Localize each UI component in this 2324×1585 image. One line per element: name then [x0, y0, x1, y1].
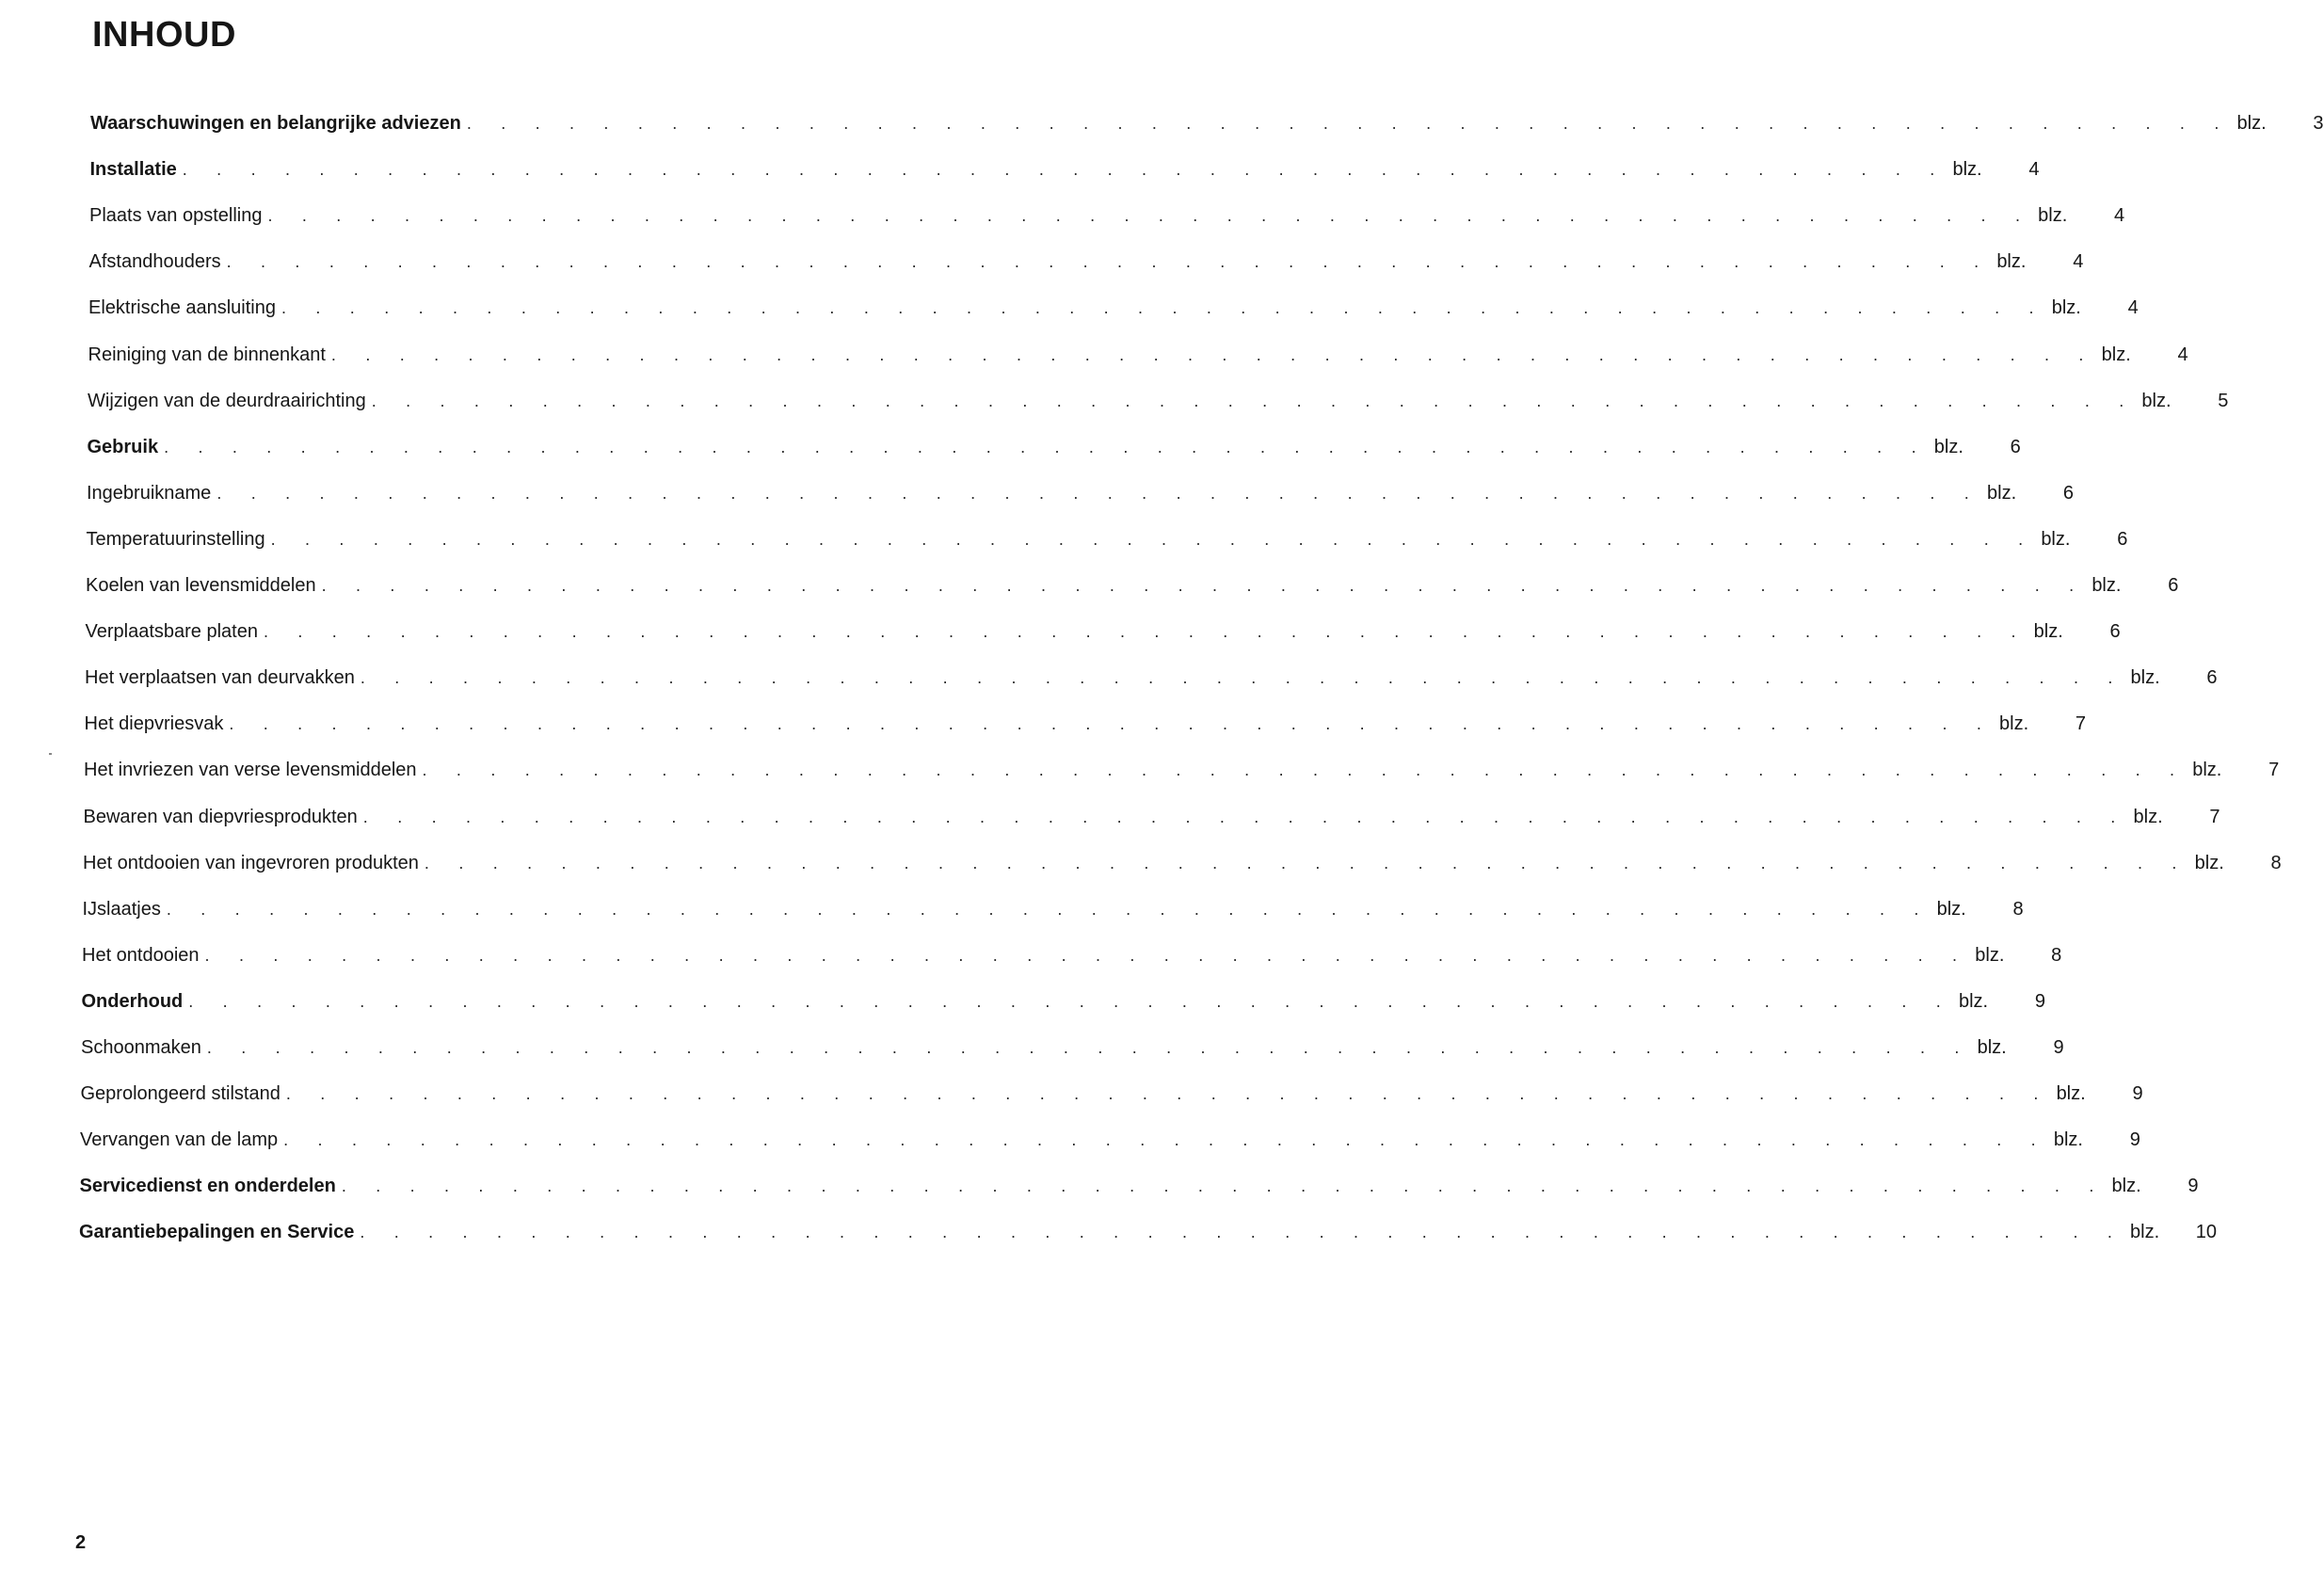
- dot-leader: . . . . . . . . . . . . . . . . . . . . . . . . . . . . . . . . . . . . . . . . . . . . . . . . . . . .: [360, 1223, 2125, 1242]
- dot-leader: . . . . . . . . . . . . . . . . . . . . . . . . . . . . . . . . . . . . . . . . . . . . . . . . . . . .: [283, 1130, 2048, 1150]
- toc-entry-title: Schoonmaken: [81, 1037, 201, 1058]
- toc-entry-page-number: 8: [2051, 944, 2062, 966]
- toc-entry-blz-label: blz.: [2194, 852, 2224, 873]
- dot-leader: . . . . . . . . . . . . . . . . . . . . . . . . . . . . . . . . . . . . . . . . . . . . . . . . . . . .: [263, 622, 2028, 642]
- toc-entry: [88, 248, 2084, 276]
- toc-entry-page-number: 7: [2268, 760, 2280, 781]
- toc-entry-page-number: 4: [2177, 344, 2188, 365]
- toc-entry-blz-label: blz.: [2051, 297, 2081, 319]
- toc-entry-title: Het ontdooien van ingevroren produkten: [83, 852, 419, 873]
- dot-leader: . . . . . . . . . . . . . . . . . . . . . . . . . . . . . . . . . . . . . . . . . . . . . . . . . . . .: [226, 252, 1992, 272]
- toc-entry-blz-label: blz.: [1977, 1037, 2007, 1058]
- toc-entry-title: Geprolongeerd stilstand: [80, 1083, 280, 1105]
- dot-leader: . . . . . . . . . . . . . . . . . . . . . . . . . . . . . . . . . . . . . . . . . . . . . . . . . . . .: [371, 391, 2137, 410]
- toc-entry-page-number: 4: [2073, 251, 2084, 273]
- toc-entry: [80, 1126, 2140, 1154]
- toc-entry-title: Koelen van levensmiddelen: [86, 575, 316, 596]
- dot-leader: . . . . . . . . . . . . . . . . . . . . . . . . . . . . . . . . . . . . . . . . . . . . . . . . . . . .: [188, 991, 1953, 1011]
- dot-leader: . . . . . . . . . . . . . . . . . . . . . . . . . . . . . . . . . . . . . . . . . . . . . . . . . . . .: [360, 668, 2125, 688]
- dot-leader: . . . . . . . . . . . . . . . . . . . . . . . . . . . . . . . . . . . . . . . . . . . . . . . . . . . .: [267, 206, 2033, 226]
- dot-leader: . . . . . . . . . . . . . . . . . . . . . . . . . . . . . . . . . . . . . . . . . . . . . . . . . . . .: [270, 529, 2036, 549]
- page-number: 2: [75, 1532, 87, 1553]
- dot-leader: . . . . . . . . . . . . . . . . . . . . . . . . . . . . . . . . . . . . . . . . . . . . . . . . . . . .: [182, 160, 1947, 180]
- toc-entry: [79, 1172, 2199, 1200]
- toc-entry-page-number: 8: [2012, 898, 2024, 920]
- dot-leader: . . . . . . . . . . . . . . . . . . . . . . . . . . . . . . . . . . . . . . . . . . . . . . . . . . . .: [204, 945, 1970, 965]
- toc-entry: [81, 1033, 2064, 1062]
- toc-entry-blz-label: blz.: [2041, 528, 2071, 550]
- toc-entry-page-number: 6: [2062, 482, 2075, 504]
- toc-entry-title: Temperatuurinstelling: [86, 528, 265, 550]
- toc-entry-blz-label: blz.: [2092, 575, 2122, 596]
- toc-entry-blz-label: blz.: [2038, 205, 2068, 227]
- toc-entry-title: Vervangen van de lamp: [80, 1129, 279, 1151]
- toc-entry-blz-label: blz.: [2192, 760, 2222, 781]
- toc-entry: [86, 525, 2128, 553]
- toc-entry-page-number: 6: [2010, 436, 2021, 457]
- toc-entry-page-number: 9: [2188, 1176, 2199, 1197]
- toc-entry-title: IJslaatjes: [82, 898, 161, 920]
- toc-entry: [90, 109, 2324, 137]
- toc-entry-title: Servicedienst en onderdelen: [79, 1176, 336, 1197]
- toc-entry: [82, 941, 2062, 969]
- toc-entry: [83, 849, 2282, 877]
- dot-leader: . . . . . . . . . . . . . . . . . . . . . . . . . . . . . . . . . . . . . . . . . . . . . . . . . . . .: [362, 807, 2128, 826]
- toc-entry-page-number: 7: [2075, 713, 2087, 735]
- toc-entry-title: Bewaren van diepvriesprodukten: [83, 806, 358, 827]
- dot-leader: . . . . . . . . . . . . . . . . . . . . . . . . . . . . . . . . . . . . . . . . . . . . . . . . . . . .: [341, 1177, 2107, 1196]
- toc-entry: [89, 201, 2125, 230]
- toc-entry-blz-label: blz.: [2056, 1083, 2086, 1105]
- toc-entry: [85, 664, 2218, 692]
- toc-entry: [81, 987, 2045, 1016]
- dot-leader: . . . . . . . . . . . . . . . . . . . . . . . . . . . . . . . . . . . . . . . . . . . . . . . . . . . .: [164, 437, 1929, 456]
- dot-leader: . . . . . . . . . . . . . . . . . . . . . . . . . . . . . . . . . . . . . . . . . . . . . . . . . . . .: [466, 114, 2232, 133]
- toc-entry-blz-label: blz.: [2101, 344, 2131, 365]
- toc-entry-blz-label: blz.: [1936, 898, 1966, 920]
- toc-entry-page-number: 5: [2218, 390, 2229, 411]
- toc-entry-blz-label: blz.: [1987, 482, 2017, 504]
- toc-entry: [88, 294, 2139, 322]
- toc-entry-blz-label: blz.: [1999, 713, 2029, 735]
- toc-entry-page-number: 4: [2028, 159, 2040, 181]
- toc-entry-blz-label: blz.: [2141, 390, 2172, 411]
- toc-entry: [84, 756, 2280, 784]
- toc-entry-title: Garantiebepalingen en Service: [79, 1222, 355, 1243]
- toc-entry: [87, 479, 2075, 507]
- toc-entry: [87, 433, 2021, 461]
- scan-speck: [49, 753, 52, 755]
- toc-entry-page-number: 9: [2132, 1083, 2143, 1105]
- toc-entry-blz-label: blz.: [1952, 159, 1982, 181]
- toc-entry-blz-label: blz.: [1933, 436, 1963, 457]
- toc-entry-page-number: 9: [2129, 1129, 2140, 1151]
- toc-entry: [79, 1218, 2218, 1246]
- toc-entry-page-number: 3: [2313, 113, 2324, 134]
- toc-entry-title: Verplaatsbare platen: [85, 621, 258, 643]
- toc-entry-title: Het verplaatsen van deurvakken: [85, 667, 355, 689]
- toc-entry-page-number: 6: [2168, 575, 2179, 596]
- toc-entry-blz-label: blz.: [2033, 621, 2063, 643]
- toc-entry-page-number: 4: [2127, 297, 2139, 319]
- toc-entry-page-number: 6: [2117, 528, 2128, 550]
- dot-leader: . . . . . . . . . . . . . . . . . . . . . . . . . . . . . . . . . . . . . . . . . . . . . . . . . . . .: [216, 483, 1982, 503]
- dot-leader: . . . . . . . . . . . . . . . . . . . . . . . . . . . . . . . . . . . . . . . . . . . . . . . . . . . .: [321, 576, 2087, 595]
- toc-entry: [83, 803, 2220, 831]
- dot-leader: . . . . . . . . . . . . . . . . . . . . . . . . . . . . . . . . . . . . . . . . . . . . . . . . . . . .: [422, 760, 2188, 780]
- dot-leader: . . . . . . . . . . . . . . . . . . . . . . . . . . . . . . . . . . . . . . . . . . . . . . . . . . . .: [285, 1084, 2051, 1104]
- toc-entry-title: Ingebruikname: [87, 482, 212, 504]
- toc-entry-title: Het ontdooien: [82, 944, 200, 966]
- toc-entry-page-number: 7: [2209, 806, 2220, 827]
- page-title: INHOUD: [92, 15, 236, 55]
- toc-entry: [89, 155, 2040, 184]
- toc-entry-blz-label: blz.: [2130, 1222, 2160, 1243]
- toc-entry-title: Plaats van opstelling: [89, 205, 263, 227]
- dot-leader: . . . . . . . . . . . . . . . . . . . . . . . . . . . . . . . . . . . . . . . . . . . . . . . . . . . .: [330, 344, 2096, 364]
- toc-entry-title: Gebruik: [87, 436, 159, 457]
- toc-entry-page-number: 10: [2195, 1222, 2218, 1243]
- dot-leader: . . . . . . . . . . . . . . . . . . . . . . . . . . . . . . . . . . . . . . . . . . . . . . . . . . . .: [229, 714, 1995, 734]
- toc-entry: [85, 617, 2121, 646]
- toc-entry-page-number: 9: [2034, 990, 2045, 1012]
- toc-entry-page-number: 6: [2206, 667, 2218, 689]
- toc-entry-blz-label: blz.: [2236, 113, 2267, 134]
- toc-entry-title: Afstandhouders: [88, 251, 221, 273]
- toc-entry-title: Onderhoud: [81, 990, 184, 1012]
- toc-entry-page-number: 4: [2114, 205, 2125, 227]
- dot-leader: . . . . . . . . . . . . . . . . . . . . . . . . . . . . . . . . . . . . . . . . . . . . . . . . . . . .: [281, 298, 2046, 318]
- toc-entry: [88, 387, 2229, 415]
- toc-entry-title: Reiniging van de binnenkant: [88, 344, 326, 365]
- toc-entry-title: Elektrische aansluiting: [88, 297, 276, 319]
- toc-entry: [86, 571, 2179, 600]
- toc-entry-blz-label: blz.: [2130, 667, 2160, 689]
- toc-entry: [82, 895, 2024, 923]
- dot-leader: . . . . . . . . . . . . . . . . . . . . . . . . . . . . . . . . . . . . . . . . . . . . . . . . . . . .: [424, 853, 2189, 873]
- toc-entry-title: Waarschuwingen en belangrijke adviezen: [90, 113, 461, 134]
- toc-entry-page-number: 8: [2270, 852, 2282, 873]
- dot-leader: . . . . . . . . . . . . . . . . . . . . . . . . . . . . . . . . . . . . . . . . . . . . . . . . . . . .: [166, 899, 1931, 919]
- toc-entry-blz-label: blz.: [2053, 1129, 2083, 1151]
- toc-entry: [84, 710, 2087, 738]
- toc-entry-title: Installatie: [89, 159, 177, 181]
- toc-entry-blz-label: blz.: [1996, 251, 2027, 273]
- toc-entry-title: Wijzigen van de deurdraairichting: [88, 390, 366, 411]
- toc-entry-page-number: 9: [2053, 1037, 2064, 1058]
- toc-entry: [80, 1080, 2143, 1108]
- toc-entry-page-number: 6: [2109, 621, 2121, 643]
- toc-entry-title: Het invriezen van verse levensmiddelen: [84, 760, 417, 781]
- toc-entry: [88, 341, 2188, 369]
- toc-entry-blz-label: blz.: [2111, 1176, 2141, 1197]
- toc-entry-title: Het diepvriesvak: [84, 713, 224, 735]
- dot-leader: . . . . . . . . . . . . . . . . . . . . . . . . . . . . . . . . . . . . . . . . . . . . . . . . . . . .: [206, 1038, 1972, 1057]
- toc-entry-blz-label: blz.: [2133, 806, 2163, 827]
- toc-entry-blz-label: blz.: [1975, 944, 2005, 966]
- toc-entry-blz-label: blz.: [1958, 990, 1989, 1012]
